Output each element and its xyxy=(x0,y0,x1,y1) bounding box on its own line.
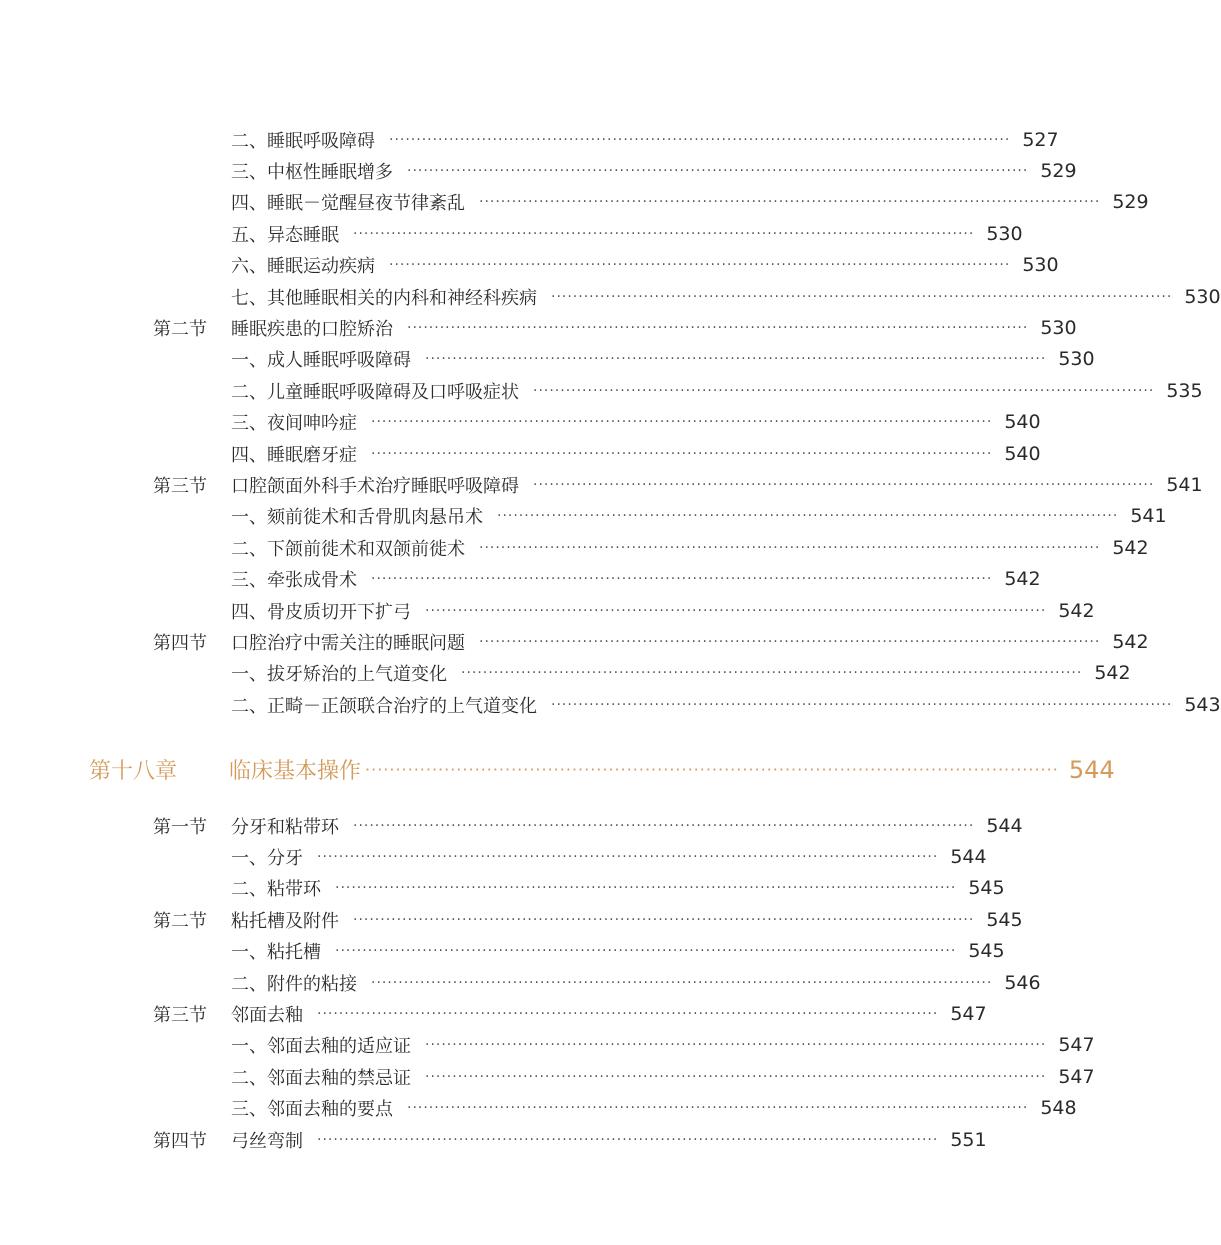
toc-leader-dots: ·················································································································· xyxy=(389,257,1011,274)
toc-item-row[interactable] xyxy=(0,873,1005,904)
toc-section-row[interactable] xyxy=(0,312,1077,343)
toc-page-number: 540 xyxy=(1004,411,1041,434)
toc-section-row[interactable] xyxy=(0,810,1023,841)
toc-title-line xyxy=(229,754,1115,785)
toc-item-row[interactable] xyxy=(0,124,1059,155)
toc-title: 邻面去釉 xyxy=(231,1004,303,1026)
toc-page-number: 541 xyxy=(1166,473,1203,496)
toc-item-row[interactable] xyxy=(0,658,1131,689)
toc-item-row[interactable] xyxy=(0,407,1041,438)
toc-title: 四、骨皮质切开下扩弓 xyxy=(231,601,411,623)
toc-title-line xyxy=(231,813,1023,839)
toc-title: 口腔治疗中需关注的睡眠问题 xyxy=(231,632,465,654)
toc-page-number: 527 xyxy=(1022,128,1059,151)
toc-page-number: 530 xyxy=(986,222,1023,245)
toc-title: 粘托槽及附件 xyxy=(231,910,339,932)
toc-section-row[interactable] xyxy=(0,904,1023,935)
toc-leader-dots: ·················································································································· xyxy=(479,539,1101,556)
toc-section-number: 第四节 xyxy=(153,632,207,654)
toc-title: 一、邻面去釉的适应证 xyxy=(231,1036,411,1058)
toc-page-number: 535 xyxy=(1166,379,1203,402)
toc-page-number: 529 xyxy=(1112,191,1149,214)
toc-leader-dots: ·················································································································· xyxy=(353,911,975,928)
toc-title: 七、其他睡眠相关的内科和神经科疾病 xyxy=(231,287,537,309)
toc-leader-dots: ·················································································································· xyxy=(425,1068,1047,1085)
toc-title: 四、睡眠－觉醒昼夜节律紊乱 xyxy=(231,193,465,215)
toc-title: 一、拔牙矫治的上气道变化 xyxy=(231,664,447,686)
toc-leader-dots: ·················································································································· xyxy=(407,162,1029,179)
toc-title-line xyxy=(231,127,1059,153)
toc-section-row[interactable] xyxy=(0,626,1149,657)
toc-section-number: 第四节 xyxy=(153,1130,207,1152)
toc-page-number: 530 xyxy=(1058,348,1095,371)
toc-title-line xyxy=(231,598,1095,624)
toc-title: 二、附件的粘接 xyxy=(231,973,357,995)
toc-title-line xyxy=(231,284,1221,310)
toc-title-line xyxy=(231,1127,987,1153)
toc-title: 二、下颌前徙术和双颌前徙术 xyxy=(231,538,465,560)
toc-title: 一、成人睡眠呼吸障碍 xyxy=(231,350,411,372)
toc-item-row[interactable] xyxy=(0,187,1149,218)
toc-title: 六、睡眠运动疾病 xyxy=(231,256,375,278)
toc-title-line xyxy=(231,158,1077,184)
toc-section-number: 第二节 xyxy=(153,318,207,340)
toc-title-line xyxy=(231,535,1149,561)
toc-page-number: 542 xyxy=(1112,536,1149,559)
toc-item-row[interactable] xyxy=(0,936,1005,967)
toc-leader-dots: ·················································································································· xyxy=(335,943,957,960)
toc-page-number: 543 xyxy=(1184,693,1221,716)
toc-page-number: 530 xyxy=(1040,316,1077,339)
toc-title-line xyxy=(231,907,1023,933)
toc-leader-dots: ·················································································································· xyxy=(425,1037,1047,1054)
toc-page-number: 547 xyxy=(1058,1065,1095,1088)
toc-title: 二、正畸－正颌联合治疗的上气道变化 xyxy=(231,695,537,717)
toc-item-row[interactable] xyxy=(0,1030,1095,1061)
toc-page-number: 529 xyxy=(1040,159,1077,182)
toc-leader-dots: ·················································································································· xyxy=(497,508,1119,525)
toc-title: 一、粘托槽 xyxy=(231,942,321,964)
toc-item-row[interactable] xyxy=(0,564,1041,595)
toc-title-line xyxy=(231,1032,1095,1058)
toc-leader-dots: ·················································································································· xyxy=(317,1005,939,1022)
toc-title-line xyxy=(231,315,1077,341)
toc-title-line xyxy=(231,566,1041,592)
toc-leader-dots: ·················································································································· xyxy=(317,848,939,865)
toc-page-number: 542 xyxy=(1058,599,1095,622)
toc-item-row[interactable] xyxy=(0,501,1167,532)
toc-item-row[interactable] xyxy=(0,1061,1095,1092)
toc-title-line xyxy=(231,629,1149,655)
toc-title: 二、儿童睡眠呼吸障碍及口呼吸症状 xyxy=(231,381,519,403)
toc-leader-dots: ·················································································································· xyxy=(353,817,975,834)
toc-title-line xyxy=(231,1095,1077,1121)
toc-section-row[interactable] xyxy=(0,1124,987,1155)
toc-leader-dots: ·················································································································· xyxy=(353,225,975,242)
toc-title-line xyxy=(231,346,1095,372)
toc-leader-dots: ·················································································································· xyxy=(389,131,1011,148)
toc-leader-dots: ·················································································································· xyxy=(407,319,1029,336)
toc-section-number: 第一节 xyxy=(153,816,207,838)
toc-page-number: 540 xyxy=(1004,442,1041,465)
toc-leader-dots: ·················································································································· xyxy=(479,633,1101,650)
toc-leader-dots: ·················································································································· xyxy=(371,571,993,588)
toc-item-row[interactable] xyxy=(0,155,1077,186)
toc-title: 睡眠疾患的口腔矫治 xyxy=(231,318,393,340)
toc-item-row[interactable] xyxy=(0,250,1059,281)
toc-title: 三、夜间呻吟症 xyxy=(231,413,357,435)
toc-leader-dots: ·················································································································· xyxy=(371,414,993,431)
toc-title: 口腔颌面外科手术治疗睡眠呼吸障碍 xyxy=(231,475,519,497)
toc-page-number: 548 xyxy=(1040,1097,1077,1120)
toc-item-row[interactable] xyxy=(0,532,1149,563)
toc-leader-dots: ·················································································································· xyxy=(551,288,1173,305)
toc-leader-dots: ·················································································································· xyxy=(461,665,1083,682)
toc-title: 一、分牙 xyxy=(231,847,303,869)
toc-title-line xyxy=(231,660,1131,686)
toc-section-row[interactable] xyxy=(0,469,1203,500)
toc-page-number: 544 xyxy=(950,845,987,868)
toc-title-line xyxy=(231,1064,1095,1090)
toc-title-line xyxy=(231,441,1041,467)
toc-item-row[interactable] xyxy=(0,689,1221,720)
toc-title-line xyxy=(231,875,1005,901)
toc-page-number: 545 xyxy=(986,908,1023,931)
toc-title: 二、粘带环 xyxy=(231,879,321,901)
toc-section-number: 第三节 xyxy=(153,1004,207,1026)
toc-title-line xyxy=(231,409,1041,435)
toc-leader-dots: ·················································································································· xyxy=(371,974,993,991)
toc-page-number: 530 xyxy=(1184,285,1221,308)
toc-page-number: 546 xyxy=(1004,971,1041,994)
toc-page-number: 545 xyxy=(968,877,1005,900)
toc-page-number: 542 xyxy=(1004,568,1041,591)
toc-item-row[interactable] xyxy=(0,218,1023,249)
toc-section-number: 第三节 xyxy=(153,475,207,497)
toc-title: 五、异态睡眠 xyxy=(231,224,339,246)
toc-leader-dots: ·················································································································· xyxy=(533,476,1155,493)
toc-item-row[interactable] xyxy=(0,841,987,872)
toc-title: 临床基本操作 xyxy=(229,759,362,785)
toc-item-row[interactable] xyxy=(0,595,1095,626)
toc-page-number: 542 xyxy=(1094,662,1131,685)
toc-title-line xyxy=(231,503,1167,529)
toc-title: 三、中枢性睡眠增多 xyxy=(231,161,393,183)
toc-section-number: 第二节 xyxy=(153,910,207,932)
toc-title: 二、邻面去釉的禁忌证 xyxy=(231,1067,411,1089)
toc-title: 分牙和粘带环 xyxy=(231,816,339,838)
toc-page-number: 547 xyxy=(950,1002,987,1025)
toc-title-line xyxy=(231,844,987,870)
toc-page-number: 544 xyxy=(986,814,1023,837)
toc-title-line xyxy=(231,970,1041,996)
toc-page-number: 542 xyxy=(1112,630,1149,653)
toc-page-number: 541 xyxy=(1130,505,1167,528)
toc-leader-dots: ·················································································································· xyxy=(533,382,1155,399)
toc-chapter-row[interactable] xyxy=(0,750,1115,790)
toc-title-line xyxy=(231,472,1203,498)
toc-title: 一、颏前徙术和舌骨肌肉悬吊术 xyxy=(231,507,483,529)
toc-item-row[interactable] xyxy=(0,1093,1077,1124)
toc-item-row[interactable] xyxy=(0,344,1095,375)
toc-page-number: 544 xyxy=(1068,755,1115,784)
toc-item-row[interactable] xyxy=(0,438,1041,469)
toc-leader-dots: ·················································································································· xyxy=(425,351,1047,368)
toc-title-line xyxy=(231,252,1059,278)
toc-title-line xyxy=(231,378,1203,404)
toc-title: 弓丝弯制 xyxy=(231,1130,303,1152)
toc-section-row[interactable] xyxy=(0,998,987,1029)
toc-page-number: 551 xyxy=(950,1128,987,1151)
toc-leader-dots: ·················································································································· xyxy=(335,880,957,897)
toc-page-number: 530 xyxy=(1022,254,1059,277)
toc-title-line xyxy=(231,1001,987,1027)
toc-leader-dots: ·················································································································· xyxy=(371,445,993,462)
toc-title: 二、睡眠呼吸障碍 xyxy=(231,130,375,152)
toc-title: 三、邻面去釉的要点 xyxy=(231,1099,393,1121)
toc-item-row[interactable] xyxy=(0,281,1221,312)
toc-leader-dots: ·················································································································· xyxy=(407,1100,1029,1117)
toc-leader-dots: ·················································································································· xyxy=(551,696,1173,713)
toc-item-row[interactable] xyxy=(0,375,1203,406)
toc-title-line xyxy=(231,692,1221,718)
toc-section-number: 第十八章 xyxy=(89,759,178,785)
toc-leader-dots: ·················································································································· xyxy=(365,760,1059,780)
toc-item-row[interactable] xyxy=(0,967,1041,998)
toc-title: 三、牵张成骨术 xyxy=(231,570,357,592)
toc-page-number: 545 xyxy=(968,940,1005,963)
toc-leader-dots: ·················································································································· xyxy=(479,194,1101,211)
toc-title: 四、睡眠磨牙症 xyxy=(231,444,357,466)
toc-title-line xyxy=(231,221,1023,247)
toc-title-line xyxy=(231,938,1005,964)
toc-leader-dots: ·················································································································· xyxy=(317,1131,939,1148)
toc-page-number: 547 xyxy=(1058,1034,1095,1057)
toc-leader-dots: ·················································································································· xyxy=(425,602,1047,619)
toc-title-line xyxy=(231,189,1149,215)
